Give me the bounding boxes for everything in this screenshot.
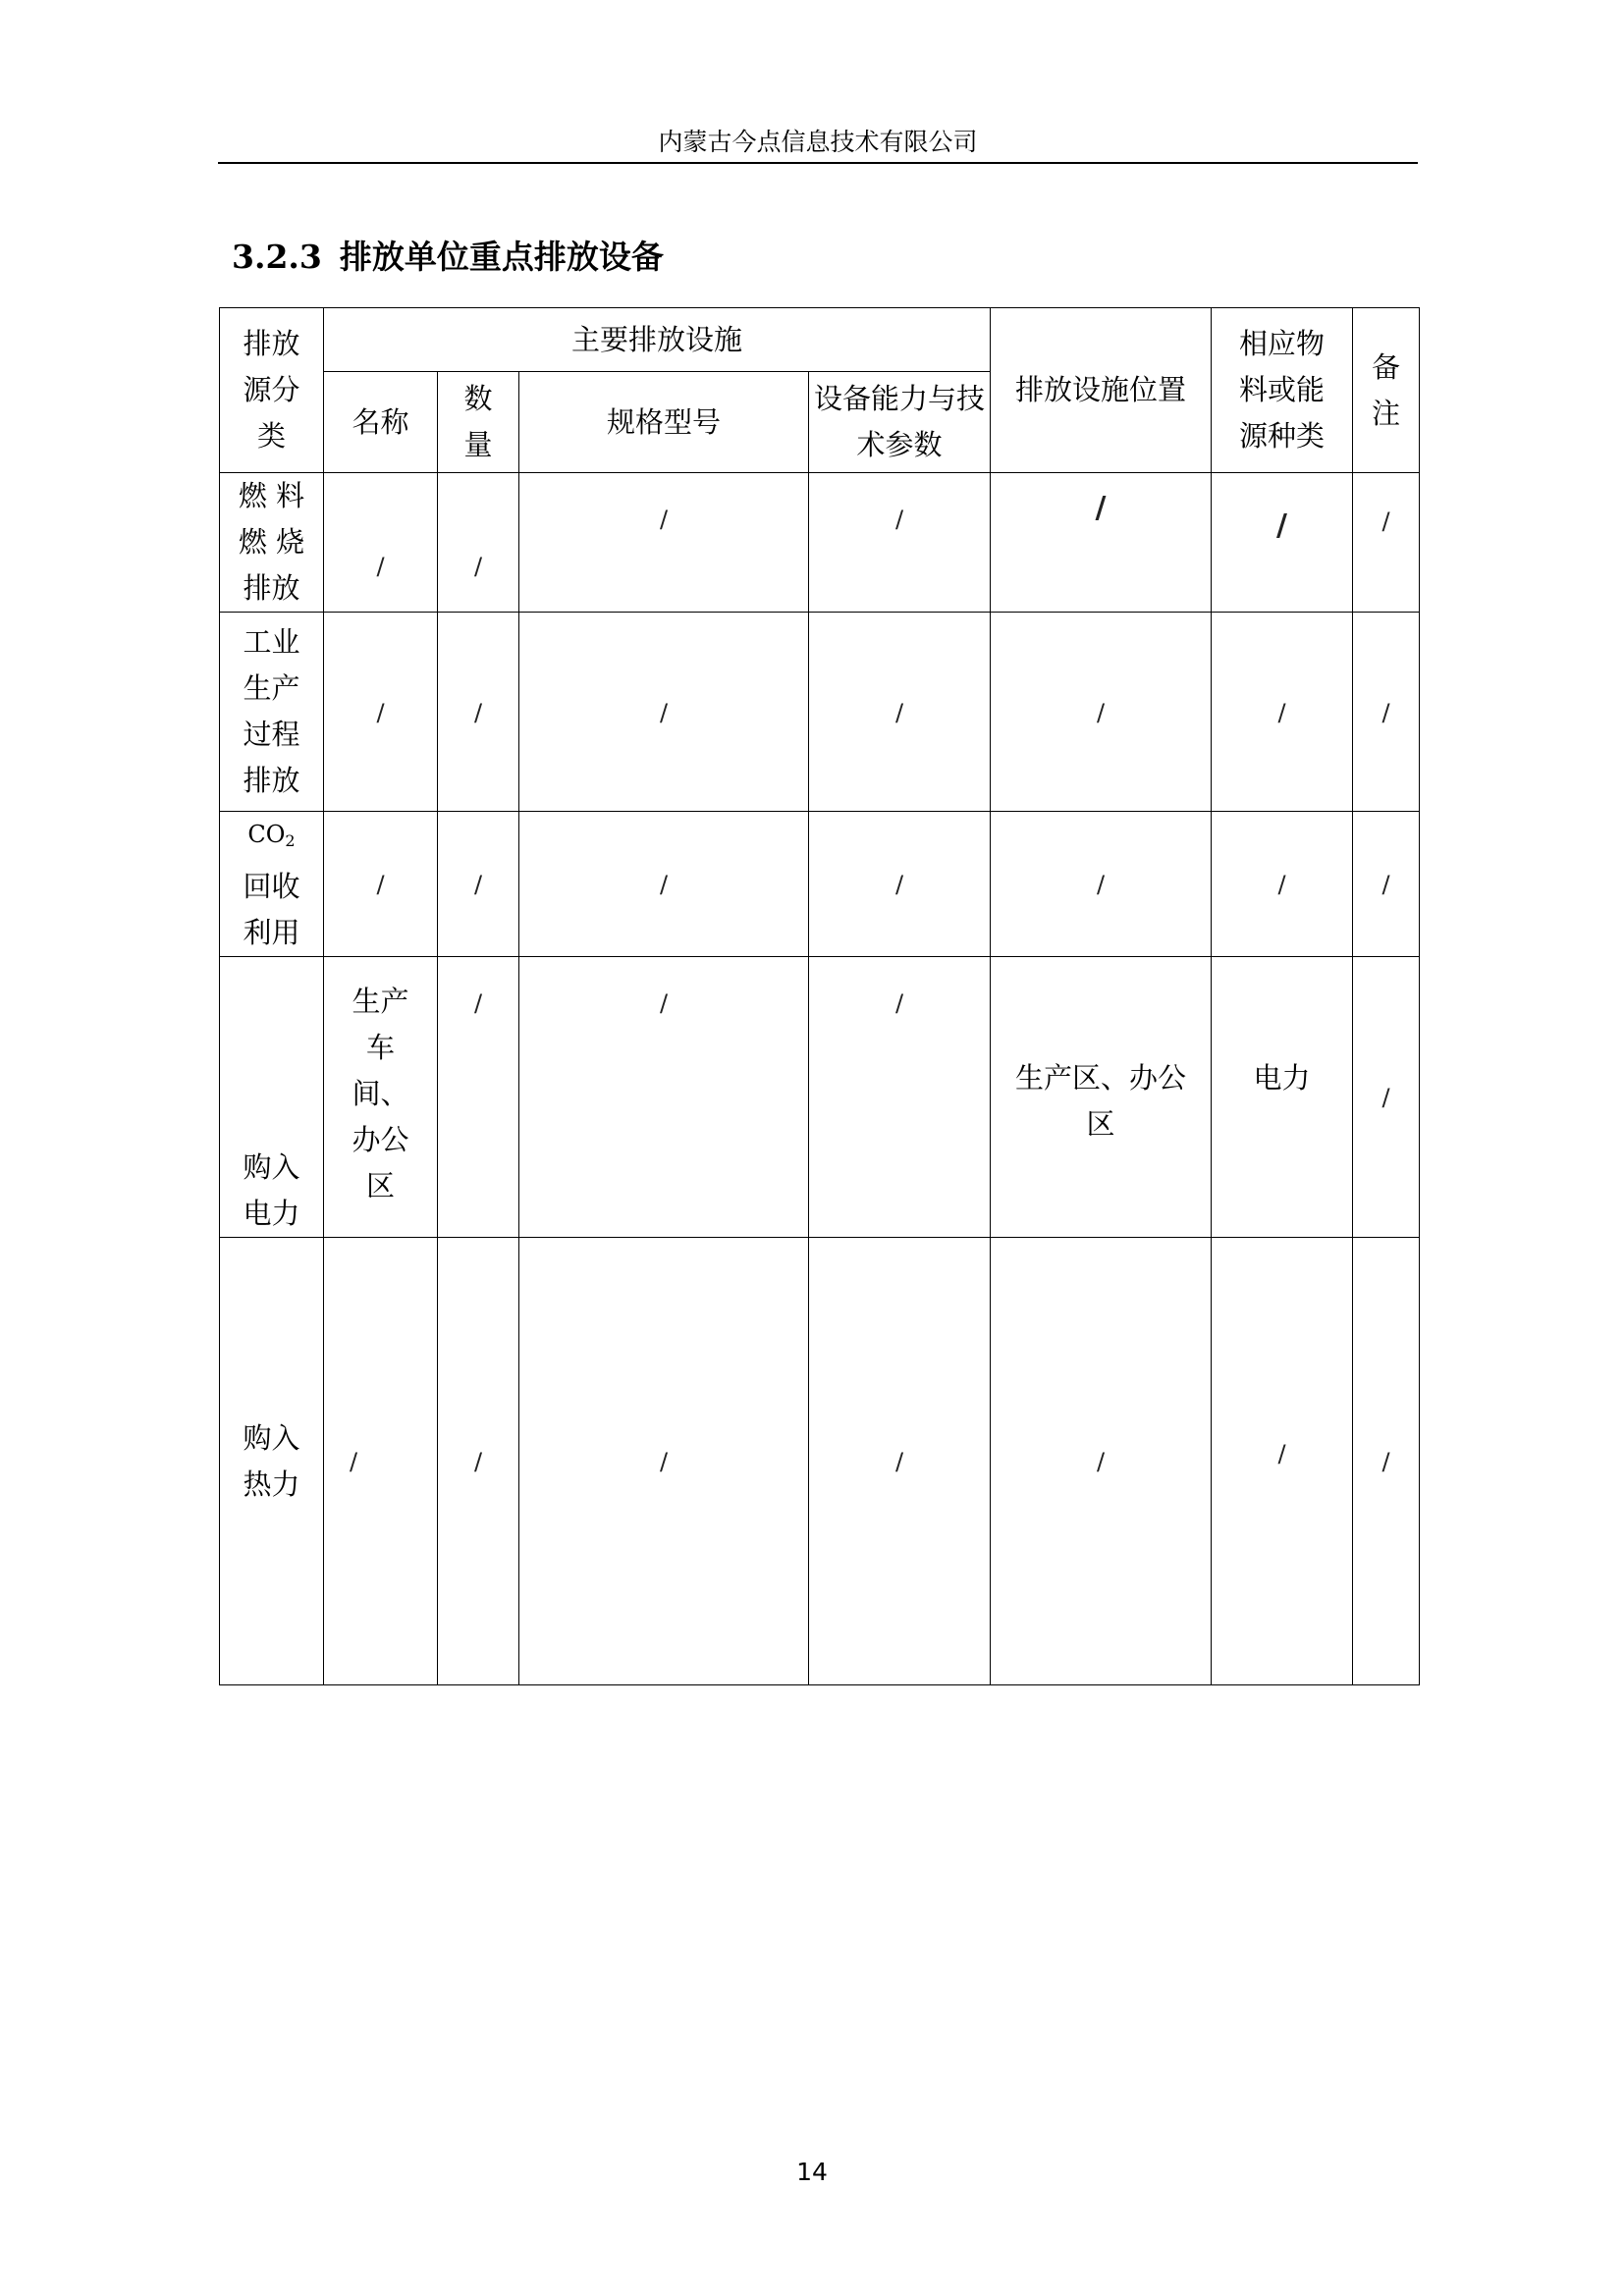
cell-name: 生产车间、办公区 (324, 957, 438, 1238)
header-rule (218, 162, 1418, 164)
header-material: 相应物料或能源种类 (1212, 308, 1353, 473)
emission-equipment-table (219, 307, 1420, 1685)
header-location: 排放设施位置 (991, 308, 1212, 473)
cell-location: / (991, 473, 1212, 613)
cell-capacity: / (809, 1238, 991, 1685)
cell-spec: / (519, 473, 809, 613)
cell-remark: / (1353, 812, 1420, 957)
cell-quantity: / (438, 1238, 519, 1685)
page-number: 14 (796, 2158, 828, 2186)
cell-material: / (1212, 1238, 1353, 1685)
cell-capacity: / (809, 473, 991, 613)
cell-quantity: / (438, 473, 519, 613)
cell-remark: / (1353, 613, 1420, 812)
cell-spec: / (519, 957, 809, 1238)
cell-spec: / (519, 812, 809, 957)
cell-name: / (324, 613, 438, 812)
cell-material: / (1212, 473, 1353, 613)
cell-quantity: / (438, 812, 519, 957)
cell-spec: / (519, 1238, 809, 1685)
cell-category: 工业生产过程排放 (220, 613, 324, 812)
cell-location: / (991, 812, 1212, 957)
cell-quantity: / (438, 613, 519, 812)
section-heading (232, 236, 664, 279)
header-remark: 备注 (1353, 308, 1420, 473)
header-main-facility: 主要排放设施 (324, 308, 991, 372)
table-row (220, 812, 1420, 957)
cell-capacity: / (809, 957, 991, 1238)
cell-name: / (324, 1238, 438, 1685)
cell-material: / (1212, 812, 1353, 957)
section-title: 排放单位重点排放设备 (339, 238, 664, 276)
table-row (220, 1238, 1420, 1685)
cell-material: 电力 (1212, 957, 1353, 1238)
cell-remark: / (1353, 1238, 1420, 1685)
cell-name: / (324, 473, 438, 613)
cell-material: / (1212, 613, 1353, 812)
header-category: 排放源分类 (220, 308, 324, 473)
cell-location: / (991, 613, 1212, 812)
cell-spec: / (519, 613, 809, 812)
page-header-company: 内蒙古今点信息技术有限公司 (658, 128, 978, 156)
cell-capacity: / (809, 613, 991, 812)
section-number: 3.2.3 (232, 238, 322, 276)
cell-name: / (324, 812, 438, 957)
cell-capacity: / (809, 812, 991, 957)
table-row (220, 613, 1420, 812)
header-spec: 规格型号 (519, 372, 809, 473)
cell-category: 购入电力 (220, 957, 324, 1238)
cell-location: 生产区、办公区 (991, 957, 1212, 1238)
cell-category: 购入热力 (220, 1238, 324, 1685)
table-row (220, 957, 1420, 1238)
cell-remark: / (1353, 473, 1420, 613)
cell-quantity: / (438, 957, 519, 1238)
header-name: 名称 (324, 372, 438, 473)
table-row (220, 473, 1420, 613)
cell-category: $CO_2$ 回收利用 (220, 812, 324, 957)
header-quantity: 数量 (438, 372, 519, 473)
header-capacity: 设备能力与技术参数 (809, 372, 991, 473)
cell-location: / (991, 1238, 1212, 1685)
cell-category: 燃 料 燃 烧 排放 (220, 473, 324, 613)
cell-remark: / (1353, 957, 1420, 1238)
